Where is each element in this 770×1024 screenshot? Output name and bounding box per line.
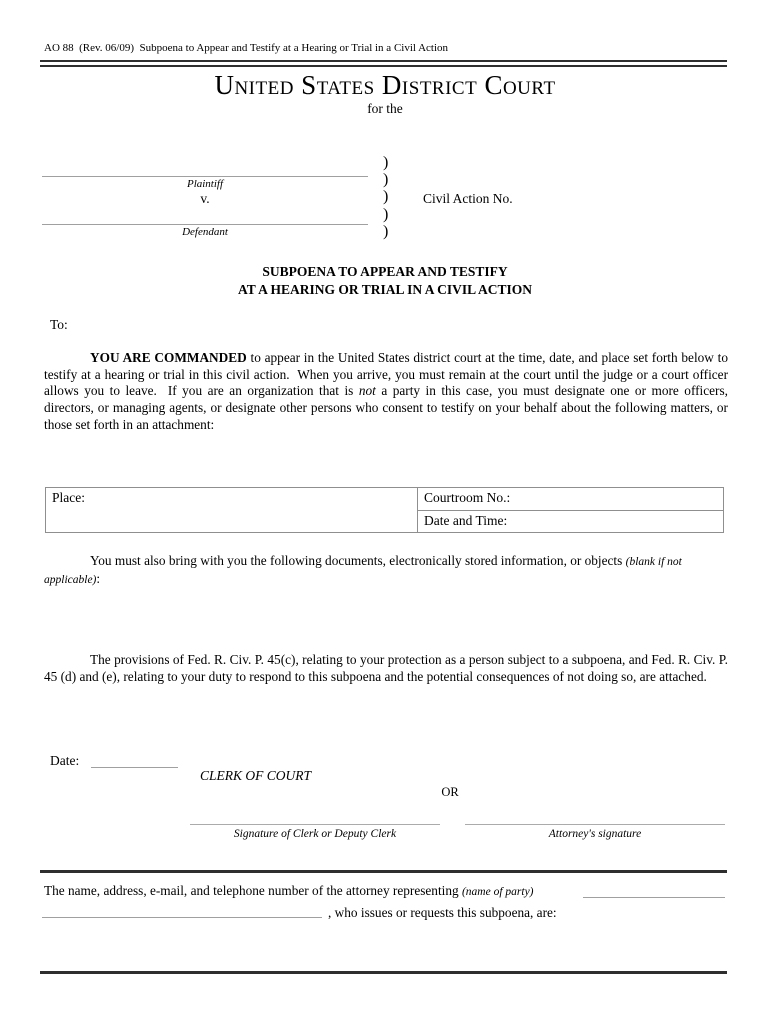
attorney-signature-field[interactable]: [465, 809, 725, 825]
date-field[interactable]: [91, 752, 178, 768]
name-of-party-field-1[interactable]: [583, 882, 725, 898]
caption-paren: ): [383, 171, 389, 189]
subpoena-title-line2: AT A HEARING OR TRIAL IN A CIVIL ACTION: [237, 281, 533, 297]
place-field[interactable]: [46, 488, 418, 532]
caption-paren: ): [383, 222, 389, 240]
header-double-rule: [40, 60, 727, 67]
caption-paren: ): [383, 205, 389, 223]
clerk-signature-field[interactable]: [190, 809, 440, 825]
clerk-of-court-label: CLERK OF COURT: [200, 768, 312, 783]
attorney-signature-caption: Attorney's signature: [548, 828, 642, 840]
courtroom-number-label: Courtroom No.:: [424, 490, 511, 505]
versus-label: v.: [200, 191, 210, 206]
date-and-time-field[interactable]: [418, 511, 723, 532]
attorney-info-line2: , who issues or requests this subpoena, are:: [328, 905, 557, 920]
subpoena-title: [0, 263, 770, 298]
subpoena-title-line1: SUBPOENA TO APPEAR AND TESTIFY: [262, 264, 508, 279]
caption-paren: ): [383, 188, 389, 206]
form-number-header: AO 88 (Rev. 06/09) Subpoena to Appear and Testify at a Hearing or Trial in a Civil Action: [44, 42, 449, 54]
date-label: Date:: [50, 753, 80, 768]
provisions-paragraph: The provisions of Fed. R. Civ. P. 45(c), relating to your protection as a person subject to a subpoena, and Fed. R. Civ. P. 45 (d) and (e), relating to your duty to respond to this subpoena and the potential consequences of not doing so, are attached.: [44, 652, 732, 684]
page-bottom-rule: [40, 971, 727, 974]
courtroom-datetime-column: [418, 488, 723, 532]
court-subtitle: for the: [367, 101, 403, 116]
court-title: United States District Court: [214, 70, 556, 100]
defendant-label: Defendant: [182, 226, 228, 238]
attorney-section-top-rule: [40, 870, 727, 873]
clerk-signature-caption: Signature of Clerk or Deputy Clerk: [233, 828, 397, 840]
courtroom-number-field[interactable]: [418, 488, 723, 511]
hearing-location-table: [45, 487, 724, 533]
command-text-2: a party in this case, you must designate one or more officers, directors, or managing agents, or designate other persons who consent to testify on your behalf about the following matters, or those set forth in an attachment:: [44, 383, 732, 432]
plaintiff-label: Plaintiff: [186, 178, 224, 190]
or-label: OR: [441, 785, 459, 799]
you-are-commanded-text: YOU ARE COMMANDED: [90, 350, 247, 365]
caption-paren-column: [383, 154, 388, 240]
command-text-1: to appear in the United States district court at the time, date, and place set forth below to testify at a hearing or trial in this civil action. When you arrive, you must remain at the court until the judge or a court officer allows you to leave. If you are an organization that is: [44, 350, 732, 399]
defendant-name-field[interactable]: [42, 209, 368, 225]
command-paragraph: [44, 350, 732, 434]
attorney-info-line1: [44, 883, 534, 899]
bring-documents-paragraph: [44, 553, 728, 588]
plaintiff-name-field[interactable]: [42, 161, 368, 177]
place-label: Place:: [52, 490, 85, 505]
civil-action-number-label: Civil Action No.: [423, 191, 513, 206]
name-of-party-field-2[interactable]: [42, 902, 322, 918]
to-label: To:: [50, 317, 68, 332]
bring-text-suffix: :: [96, 570, 101, 586]
name-of-party-note: (name of party): [461, 886, 534, 898]
caption-paren: ): [383, 154, 389, 171]
attorney-info-text: The name, address, e-mail, and telephone number of the attorney representing: [44, 883, 462, 898]
date-and-time-label: Date and Time:: [424, 513, 508, 528]
blank-if-not-applicable-note: (blank if not applicable): [44, 556, 685, 586]
command-text-italic: not: [358, 383, 376, 399]
bring-text: You must also bring with you the following documents, electronically stored information, or objects: [90, 553, 626, 568]
